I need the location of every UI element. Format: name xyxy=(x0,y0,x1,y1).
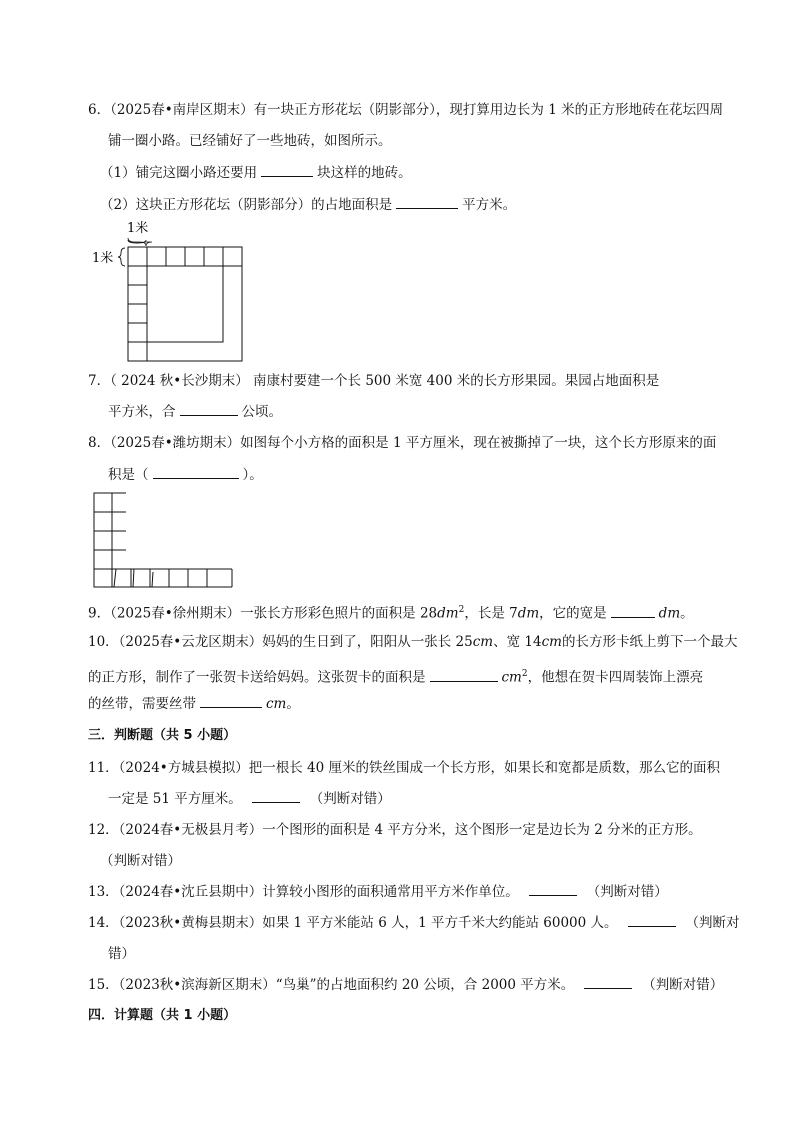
q14-line1 xyxy=(88,913,740,933)
q8-line2-suffix: ）。 xyxy=(242,467,263,483)
section-4-heading: 四．计算题（共 1 小题） xyxy=(88,1008,237,1023)
q10-line3 xyxy=(88,694,300,714)
q15-suffix: （判断对错） xyxy=(642,977,724,993)
q10-line2-prefix: 的正方形，制作了一张贺卡送给妈妈。这张贺卡的面积是 xyxy=(88,669,426,686)
q8-line2-prefix: 积是（ xyxy=(108,467,149,483)
q8-line2 xyxy=(108,465,263,485)
q14-prefix: 14．（2023秋•黄梅县期末）如果 1 平方米能站 6 人，1 平方千米大约能站 60000 人。 xyxy=(88,915,618,931)
q10-line3-suffix: 。 xyxy=(286,696,300,712)
answer-blank[interactable] xyxy=(252,789,300,803)
flowerbed-outline xyxy=(147,266,223,342)
answer-blank[interactable] xyxy=(261,163,313,177)
q14-line2: 错） xyxy=(108,946,135,962)
q13-prefix: 13．（2024春•沈丘县期中）计算较小图形的面积通常用平方米作单位。 xyxy=(88,884,519,900)
top-row-tiles xyxy=(128,247,242,266)
answer-blank[interactable] xyxy=(584,975,632,989)
q6-sub2 xyxy=(100,195,516,215)
answer-blank[interactable] xyxy=(611,604,655,618)
q7-line2-prefix: 平方米，合 xyxy=(108,404,176,420)
q10-unit-cm: cm xyxy=(472,634,494,650)
label-left: 1米 xyxy=(92,251,114,266)
q11-line2-prefix: 一定是 51 平方厘米。 xyxy=(108,791,242,807)
answer-blank[interactable] xyxy=(200,694,262,708)
q10-unit-cm: cm xyxy=(266,696,287,712)
q7-line1: 7．（ 2024 秋•长沙期末） 南康村要建一个长 500 米宽 400 米的长方形果园。果园占地面积是 xyxy=(88,373,660,389)
q7-line2 xyxy=(108,402,282,422)
q9-unit-area: dm xyxy=(437,605,459,622)
answer-blank[interactable] xyxy=(153,465,239,479)
q10-line1-prefix: 10．（2025春•云龙区期末）妈妈的生日到了，阳阳从一张长 25 xyxy=(88,634,473,650)
q15-prefix: 15．（2023秋•滨海新区期末）“鸟巢”的占地面积约 20 公顷，合 2000 平方米。 xyxy=(88,977,575,993)
top-brace-icon xyxy=(128,238,152,246)
answer-blank[interactable] xyxy=(396,195,458,209)
q12-line2: （判断对错） xyxy=(100,853,181,869)
q8-line1: 8．（2025春•潍坊期末）如图每个小方格的面积是 1 平方厘米，现在被撕掉了一块，这个长方形原来的面 xyxy=(88,435,717,451)
q11-line1: 11．（2024•方城县模拟）把一根长 40 厘米的铁丝围成一个长方形，如果长和宽都是质数，那么它的面积 xyxy=(88,760,721,776)
q10-line1 xyxy=(88,632,737,652)
q10-line3-prefix: 的丝带，需要丝带 xyxy=(88,696,196,712)
q10-line1-mid: 、宽 14 xyxy=(493,634,542,650)
left-column-tiles xyxy=(128,266,147,361)
q13-line xyxy=(88,882,668,902)
q10-unit-cm: cm xyxy=(541,634,562,650)
q9-prefix: 9．（2025春•徐州期末）一张长方形彩色照片的面积是 28 xyxy=(88,605,438,622)
q6-tile-figure xyxy=(90,218,250,368)
q11-line2-suffix: （判断对错） xyxy=(309,791,391,807)
q6-sub2-prefix: （2）这块正方形花坛（阴影部分）的占地面积是 xyxy=(100,197,393,213)
q9-end: 。 xyxy=(680,605,694,622)
q8-torn-grid-figure xyxy=(90,490,240,590)
q6-sub2-suffix: 平方米。 xyxy=(462,197,517,213)
section-3-heading: 三．判断题（共 5 小题） xyxy=(88,728,237,743)
q10-line1-suffix: 的长方形卡纸上剪下一个最大 xyxy=(561,634,738,650)
grid-left-column xyxy=(94,493,112,587)
q7-line2-suffix: 公顷。 xyxy=(241,404,282,420)
q15-line xyxy=(88,975,723,995)
q6-line2: 铺一圈小路。已经铺好了一些地砖，如图所示。 xyxy=(108,133,392,149)
answer-blank[interactable] xyxy=(529,882,577,896)
q6-sub1 xyxy=(100,163,412,183)
label-top: 1米 xyxy=(127,221,149,236)
q10-line2 xyxy=(88,664,703,688)
q14-suffix: （判断对 xyxy=(685,915,740,931)
q10-sup: 2 xyxy=(521,669,528,679)
q12-line1: 12．（2024春•无极县月考）一个图形的面积是 4 平方分米，这个图形一定是边长为 2 分米的正方形。 xyxy=(88,822,702,838)
answer-blank[interactable] xyxy=(430,668,498,682)
q10-line2-suffix: ，他想在贺卡四周装饰上漂亮 xyxy=(527,669,704,686)
q9-line xyxy=(88,600,694,624)
q6-sub1-suffix: 块这样的地砖。 xyxy=(317,165,412,181)
q11-line2 xyxy=(108,789,391,809)
q13-suffix: （判断对错） xyxy=(586,884,668,900)
q6-line1: 6．（2025春•南岸区期末）有一块正方形花坛（阴影部分），现打算用边长为 1 米的正方形地砖在花坛四周 xyxy=(88,102,724,118)
q9-unit-len: dm xyxy=(517,605,540,622)
left-brace-icon xyxy=(118,248,125,266)
q9-mid: ，长是 7 xyxy=(464,605,518,622)
q10-unit-cm: cm xyxy=(501,669,522,686)
q9-sup: 2 xyxy=(458,605,465,615)
answer-blank[interactable] xyxy=(180,402,238,416)
q9-unit-end: dm xyxy=(658,605,681,622)
answer-blank[interactable] xyxy=(628,913,676,927)
q6-sub1-prefix: （1）铺完这圈小路还要用 xyxy=(100,165,258,181)
q9-mid2: ，它的宽是 xyxy=(539,605,607,622)
